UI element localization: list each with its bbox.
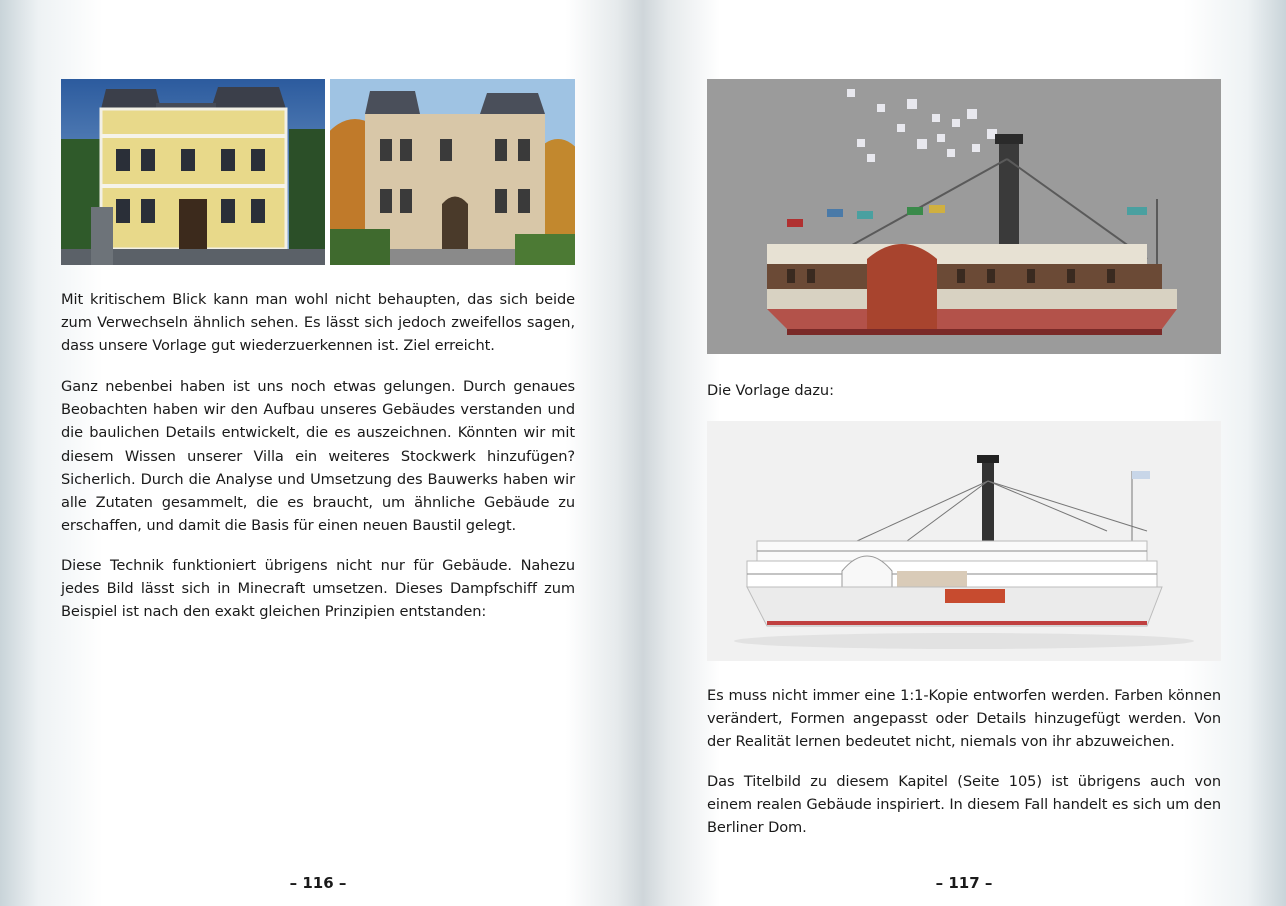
body-paragraph: Das Titelbild zu diesem Kapitel (Seite 105) ist übrigens auch von einem realen Gebäude inspiriert. In diesem Fall handelt es sich um den Berliner Dom. [707, 773, 1221, 837]
minecraft-villa-image [61, 79, 325, 265]
right-page [643, 0, 1286, 906]
real-steamboat-image [707, 421, 1221, 661]
page-number: – 117 – [935, 874, 993, 892]
page-number: – 116 – [289, 874, 347, 892]
body-paragraph: Es muss nicht immer eine 1:1-Kopie entworfen werden. Farben können verändert, Formen angepasst oder Details hinzugefügt werden. Von der Realität lernen bedeutet nicht, niemals von ihr abzuweichen. [707, 687, 1221, 751]
real-villa-photo [330, 79, 575, 265]
body-paragraph: Ganz nebenbei haben ist uns noch etwas gelungen. Durch genaues Beobachten haben wir den Aufbau unseres Gebäudes verstanden und die baulichen Details entwickelt, die es auszeichnen. Könnten wir mit diesem Wissen unserer Villa ein weiteres Stockwerk hinzufügen? Sicherlich. Durch die Analyse und Umsetzung des Bauwerks haben wir alle Zutaten gesammelt, die es braucht, um ähnliche Gebäude zu erschaffen, und damit die Basis für einen neuen Baustil gelegt. [61, 378, 575, 535]
body-paragraph: Diese Technik funktioniert übrigens nicht nur für Gebäude. Nahezu jedes Bild lässt sich in Minecraft umsetzen. Dieses Dampfschiff zum Beispiel ist nach den exakt gleichen Prinzipien entstanden: [61, 557, 575, 621]
figure-caption: Die Vorlage dazu: [707, 382, 834, 399]
minecraft-steamboat-image [707, 79, 1221, 354]
body-paragraph: Mit kritischem Blick kann man wohl nicht behaupten, das sich beide zum Verwechseln ähnlich sehen. Es lässt sich jedoch zweifellos sagen, dass unsere Vorlage gut wiederzuerkennen ist. Ziel erreicht. [61, 291, 575, 355]
